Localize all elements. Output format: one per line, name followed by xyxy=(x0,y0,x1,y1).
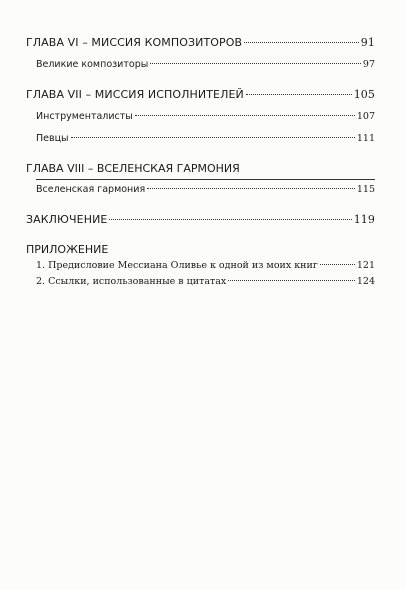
toc-entry-page: 111 xyxy=(356,133,375,144)
toc-entry-chapter-8[interactable] xyxy=(26,161,375,177)
dot-leader xyxy=(147,188,355,189)
dot-leader xyxy=(244,42,359,43)
dot-leader xyxy=(71,137,355,138)
toc-section-chapter-6 xyxy=(26,35,375,73)
toc-entry-chapter-6[interactable] xyxy=(26,35,375,51)
toc-entry-citation-references[interactable] xyxy=(26,274,375,290)
toc-section-chapter-7 xyxy=(26,87,375,147)
toc-entry-title: Вселенская гармония xyxy=(36,184,146,195)
toc-entry-page: 107 xyxy=(356,111,375,122)
toc-entry-page: 124 xyxy=(356,276,375,287)
dot-leader xyxy=(109,219,351,220)
toc-entry-universal-harmony[interactable] xyxy=(26,182,375,198)
dot-leader xyxy=(135,115,355,116)
dot-leader xyxy=(228,280,355,281)
toc-entry-title: ГЛАВА VIII – ВСЕЛЕНСКАЯ ГАРМОНИЯ xyxy=(26,162,240,175)
toc-entry-title: ПРИЛОЖЕНИЕ xyxy=(26,243,109,256)
toc-entry-title: 2. Ссылки, использованные в цитатах xyxy=(36,276,227,287)
chapter-underline xyxy=(36,179,375,180)
toc-entry-messiaen-foreword[interactable] xyxy=(26,258,375,274)
toc-entry-title: ЗАКЛЮЧЕНИЕ xyxy=(26,213,108,226)
table-of-contents xyxy=(26,35,375,290)
toc-entry-great-composers[interactable] xyxy=(26,57,375,73)
toc-entry-title: ГЛАВА VII – МИССИЯ ИСПОЛНИТЕЛЕЙ xyxy=(26,88,244,101)
toc-entry-title: Инструменталисты xyxy=(36,111,133,122)
toc-entry-title: ГЛАВА VI – МИССИЯ КОМПОЗИТОРОВ xyxy=(26,36,243,49)
toc-entry-instrumentalists[interactable] xyxy=(26,109,375,125)
toc-entry-page: 119 xyxy=(353,213,375,226)
toc-entry-appendix[interactable] xyxy=(26,242,375,258)
toc-entry-title: Великие композиторы xyxy=(36,59,149,70)
toc-section-conclusion xyxy=(26,212,375,228)
dot-leader xyxy=(320,264,355,265)
toc-entry-page: 121 xyxy=(356,260,375,271)
toc-entry-page: 115 xyxy=(356,184,375,195)
toc-entry-title: Певцы xyxy=(36,133,69,144)
toc-entry-page: 105 xyxy=(353,88,375,101)
dot-leader xyxy=(150,63,361,64)
toc-entry-page: 91 xyxy=(360,36,375,49)
toc-entry-title: 1. Предисловие Мессиана Оливье к одной из моих книг xyxy=(36,260,318,271)
toc-entry-page: 97 xyxy=(362,59,375,70)
toc-section-appendix xyxy=(26,242,375,290)
toc-section-chapter-8 xyxy=(26,161,375,198)
toc-entry-singers[interactable] xyxy=(26,131,375,147)
toc-entry-conclusion[interactable] xyxy=(26,212,375,228)
dot-leader xyxy=(246,94,352,95)
toc-entry-chapter-7[interactable] xyxy=(26,87,375,103)
